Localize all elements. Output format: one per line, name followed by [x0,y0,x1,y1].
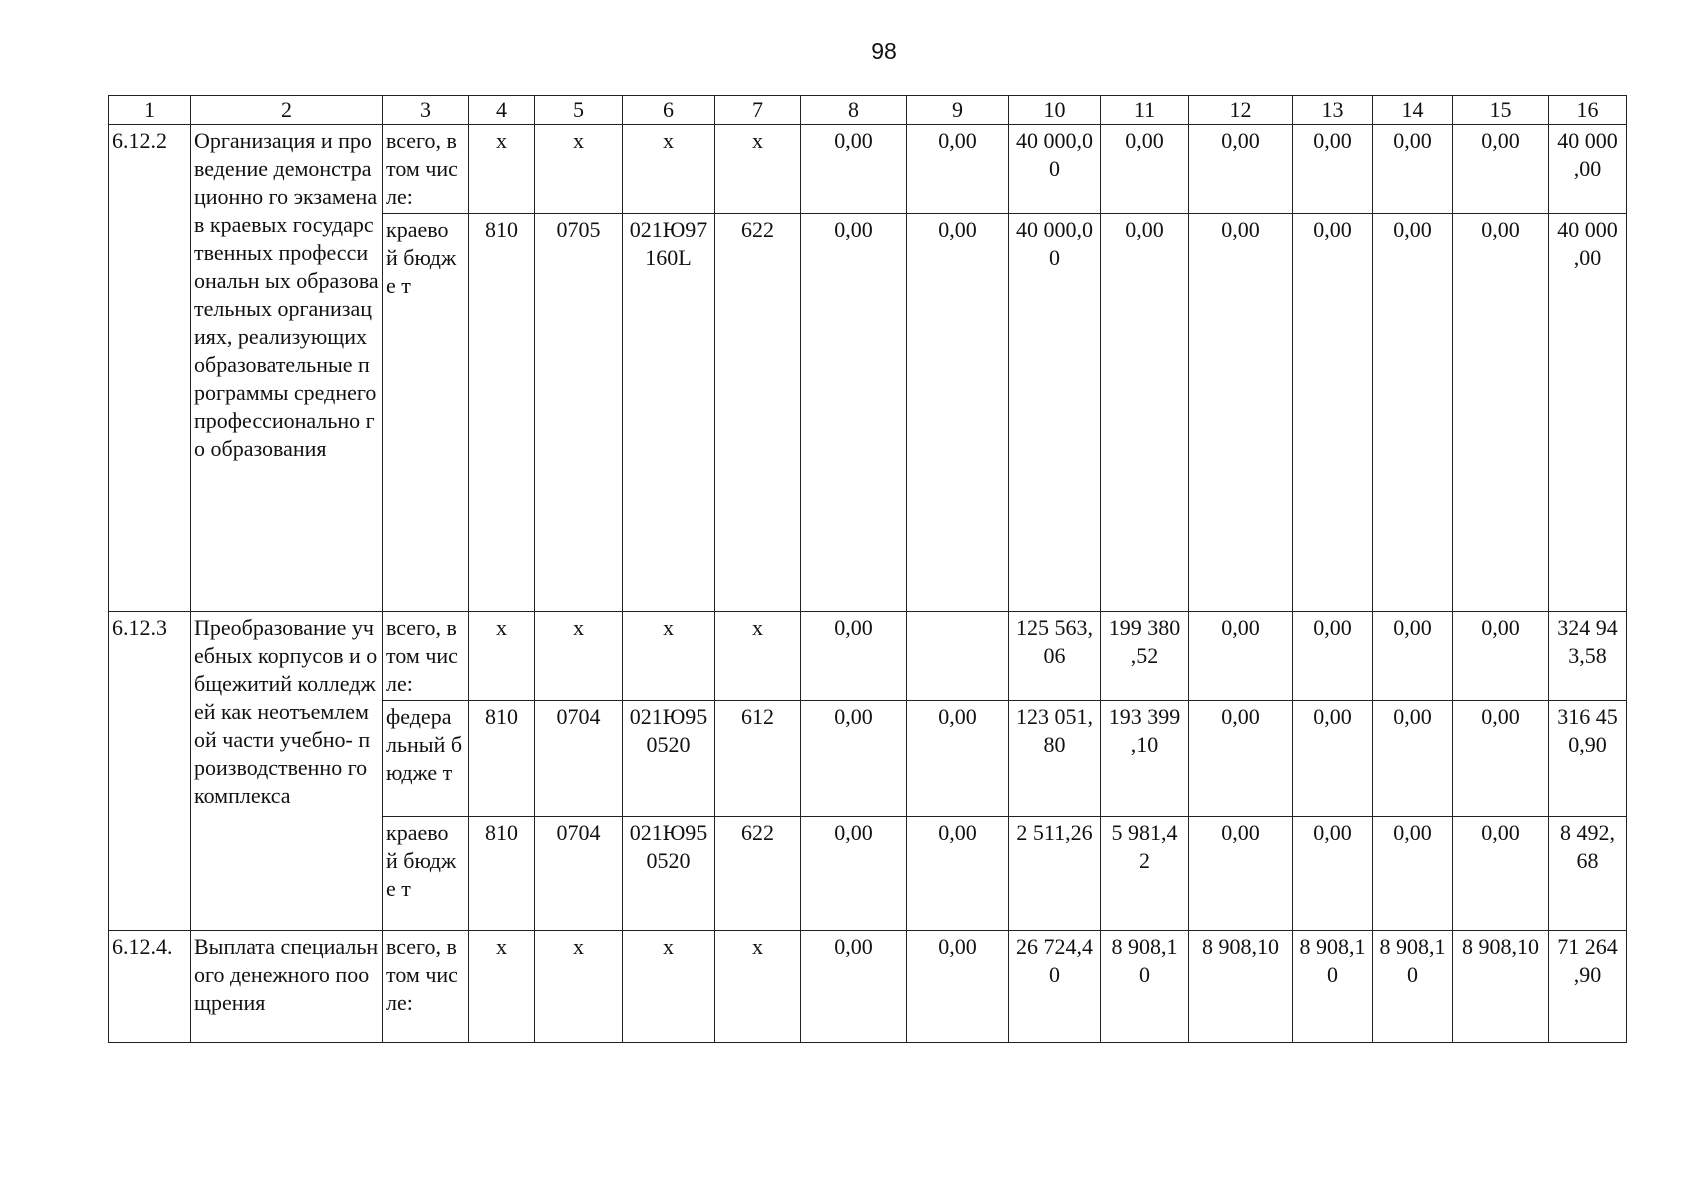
cell-value: 0,00 [1453,214,1549,612]
cell-value: 0,00 [1453,817,1549,931]
cell-value [907,612,1009,701]
cell-value: 810 [469,214,535,612]
cell-value: 40 000,0 0 [1009,125,1101,214]
funding-source: всего, в том числе: [383,931,469,1043]
header-cell: 7 [715,96,801,125]
cell-value: 0,00 [1453,701,1549,817]
cell-value: 021Ю95 0520 [623,817,715,931]
table-row [109,931,1627,1043]
activity-name: Выплата специального денежного поощрения [191,931,383,1043]
header-cell: 2 [191,96,383,125]
header-cell: 11 [1101,96,1189,125]
cell-value: 622 [715,214,801,612]
activity-name: Организация и проведение демонстрационно го экзамена в краевых государственных профессиональн ых образовательных организациях, реализующих образовательные программы среднего профессионально го образования [191,125,383,612]
cell-value: х [715,612,801,701]
funding-source: краево й бюдже т [383,817,469,931]
cell-value: 0,00 [801,214,907,612]
header-cell: 8 [801,96,907,125]
header-cell: 4 [469,96,535,125]
cell-value: 0705 [535,214,623,612]
cell-value: 0,00 [1189,612,1293,701]
cell-value: 0,00 [1189,701,1293,817]
cell-value: 0,00 [801,612,907,701]
cell-value: 021Ю95 0520 [623,701,715,817]
cell-value: 0,00 [907,817,1009,931]
table-row [109,125,1627,214]
cell-value: 8 908,1 0 [1101,931,1189,1043]
cell-value: х [535,612,623,701]
header-cell: 9 [907,96,1009,125]
header-cell: 6 [623,96,715,125]
cell-value: 0,00 [1293,125,1373,214]
cell-value: 8 908,1 0 [1373,931,1453,1043]
cell-value: х [715,125,801,214]
header-row [109,96,1627,125]
cell-value: х [623,931,715,1043]
row-number: 6.12.2 [109,125,191,612]
cell-value: 622 [715,817,801,931]
cell-value: 0,00 [801,125,907,214]
cell-value: 0,00 [801,701,907,817]
page-number: 98 [871,38,897,64]
cell-value: 0,00 [1373,612,1453,701]
cell-value: 0,00 [907,214,1009,612]
activity-name: Преобразование учебных корпусов и общежитий колледжей как неотъемлемой части учебно- производственно го комплекса [191,612,383,931]
cell-value: х [535,931,623,1043]
cell-value: 0,00 [1101,214,1189,612]
cell-value: 0,00 [907,931,1009,1043]
cell-value: 0,00 [801,931,907,1043]
funding-source: всего, в том числе: [383,612,469,701]
cell-value: 199 380 ,52 [1101,612,1189,701]
header-cell: 3 [383,96,469,125]
cell-value: 810 [469,701,535,817]
cell-value: 0,00 [1189,214,1293,612]
cell-value: 0,00 [1373,214,1453,612]
cell-value: 0,00 [1373,817,1453,931]
cell-value: х [469,125,535,214]
cell-value: 0,00 [1101,125,1189,214]
cell-value: 0,00 [801,817,907,931]
cell-value: 0,00 [907,125,1009,214]
funding-source: федера льный бюдже т [383,701,469,817]
header-cell: 16 [1549,96,1627,125]
cell-value: 324 94 3,58 [1549,612,1627,701]
cell-value: 0,00 [1373,701,1453,817]
cell-value: 125 563, 06 [1009,612,1101,701]
cell-value: х [715,931,801,1043]
header-cell: 14 [1373,96,1453,125]
cell-value: 40 000 ,00 [1549,214,1627,612]
cell-value: 810 [469,817,535,931]
cell-value: х [469,612,535,701]
cell-value: 26 724,4 0 [1009,931,1101,1043]
cell-value: 0,00 [1453,612,1549,701]
cell-value: 0,00 [1293,214,1373,612]
row-number: 6.12.3 [109,612,191,931]
cell-value: 0704 [535,701,623,817]
cell-value: 0,00 [1293,817,1373,931]
cell-value: 0704 [535,817,623,931]
cell-value: 8 908,1 0 [1293,931,1373,1043]
cell-value: 40 000 ,00 [1549,125,1627,214]
cell-value: х [623,612,715,701]
cell-value: 193 399 ,10 [1101,701,1189,817]
header-cell: 12 [1189,96,1293,125]
cell-value: 0,00 [1189,125,1293,214]
funding-source: всего, в том числе: [383,125,469,214]
cell-value: х [623,125,715,214]
funding-source: краево й бюдже т [383,214,469,612]
cell-value: 0,00 [907,701,1009,817]
cell-value: 021Ю97 160L [623,214,715,612]
cell-value: 0,00 [1293,701,1373,817]
cell-value: 8 492, 68 [1549,817,1627,931]
cell-value: 123 051, 80 [1009,701,1101,817]
header-cell: 15 [1453,96,1549,125]
cell-value: 0,00 [1373,125,1453,214]
row-number: 6.12.4. [109,931,191,1043]
cell-value: 316 45 0,90 [1549,701,1627,817]
cell-value: 0,00 [1293,612,1373,701]
cell-value: 71 264 ,90 [1549,931,1627,1043]
header-cell: 13 [1293,96,1373,125]
cell-value: 612 [715,701,801,817]
cell-value: 40 000,0 0 [1009,214,1101,612]
budget-table [108,95,1627,1043]
header-cell: 5 [535,96,623,125]
table-row [109,612,1627,701]
cell-value: 5 981,4 2 [1101,817,1189,931]
cell-value: 8 908,10 [1189,931,1293,1043]
cell-value: х [469,931,535,1043]
cell-value: 2 511,26 [1009,817,1101,931]
cell-value: 8 908,10 [1453,931,1549,1043]
header-cell: 10 [1009,96,1101,125]
header-cell: 1 [109,96,191,125]
cell-value: 0,00 [1189,817,1293,931]
cell-value: х [535,125,623,214]
cell-value: 0,00 [1453,125,1549,214]
